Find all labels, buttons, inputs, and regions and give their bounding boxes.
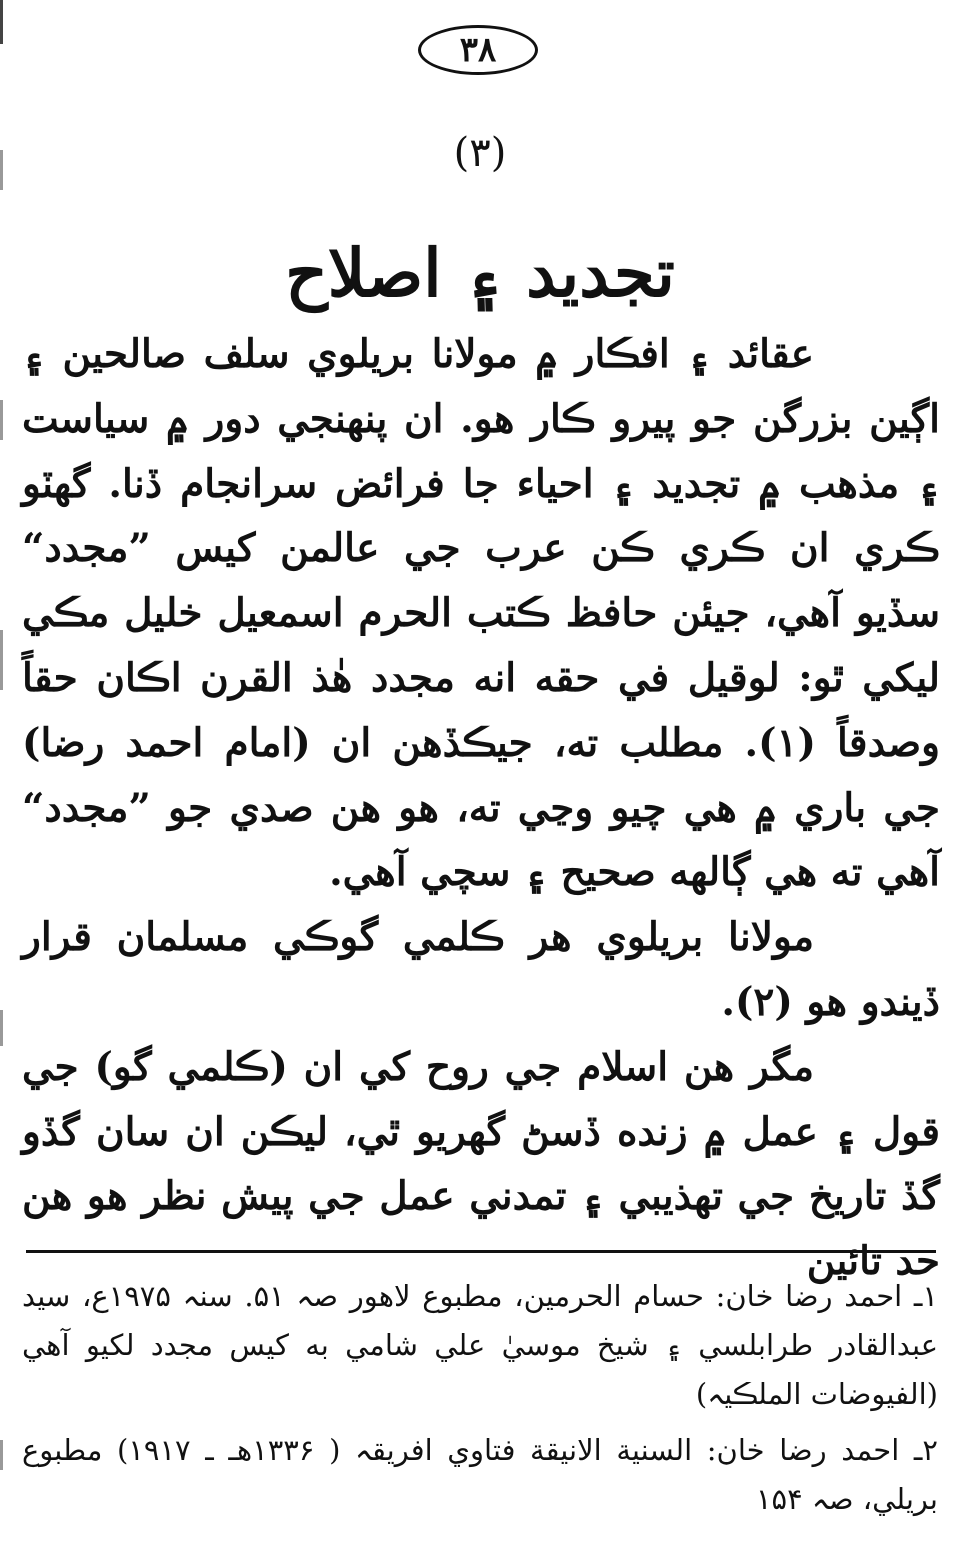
page-number: ۳۸: [418, 25, 538, 75]
body-paragraph-2: مولانا بريلوي هر ڪلمي گوڪي مسلمان قرار ڏيندو هو (۲).: [22, 914, 940, 1025]
footnotes: [22, 1272, 938, 1531]
chapter-title: تجديد ۽ اصلاح: [285, 234, 675, 312]
footnote-divider: [26, 1250, 936, 1253]
chapter-number: (۳): [453, 130, 507, 176]
footnote-2: ۲ـ احمد رضا خان: السنية الانيقة فتاوي افريقہ ( ۱۳۳۶هـ ـ ۱۹۱۷) مطبوع بريلي، صہ ۱۵۴: [22, 1433, 938, 1516]
body-text: [22, 322, 940, 1294]
body-paragraph-1: عقائد ۽ افڪار ۾ مولانا بريلوي سلف صالحين ۽ اڳين بزرگن جو پيرو ڪار هو. ان پنهنجي دور ۾ سياست ۽ مذهب ۾ تجديد ۽ احياء جا فرائض سرانجام ڏنا. گهٽو ڪري ان ڪري ڪن عرب جي عالمن کيس ”مجدد“ سڏيو آهي، جيئن حافظ ڪتب الحرم اسمعيل خليل مڪي ليکي ٿو: لوقيل في حقه انه مجدد هٰذ القرن اڪان حقاً وصدقاً (۱). مطلب ته، جيڪڏهن ان (امام احمد رضا) جي باري ۾ هي چيو وڃي ته، هو هن صدي جو ”مجدد“ آهي ته هي ڳالهه صحيح ۽ سچي آهي.: [22, 331, 940, 896]
footnote-1: ۱ـ احمد رضا خان: حسام الحرمين، مطبوع لاهور صہ ۵۱. سنہ ۱۹۷۵ع، سيد عبدالقادر طرابلسي ۽ شيخ موسيٰ علي شامي به کيس مجدد لکيو آهي (الفيوضات الملڪيہ): [22, 1279, 938, 1411]
body-paragraph-3: مگر هن اسلام جي روح کي ان (ڪلمي گو) جي قول ۽ عمل ۾ زنده ڏسڻ گهريو ٿي، ليڪن ان سان گڏو گڏ تاريخ جي تهذيبي ۽ تمدني عمل جي پيش نظر هو هن حد تائين: [22, 1043, 940, 1285]
